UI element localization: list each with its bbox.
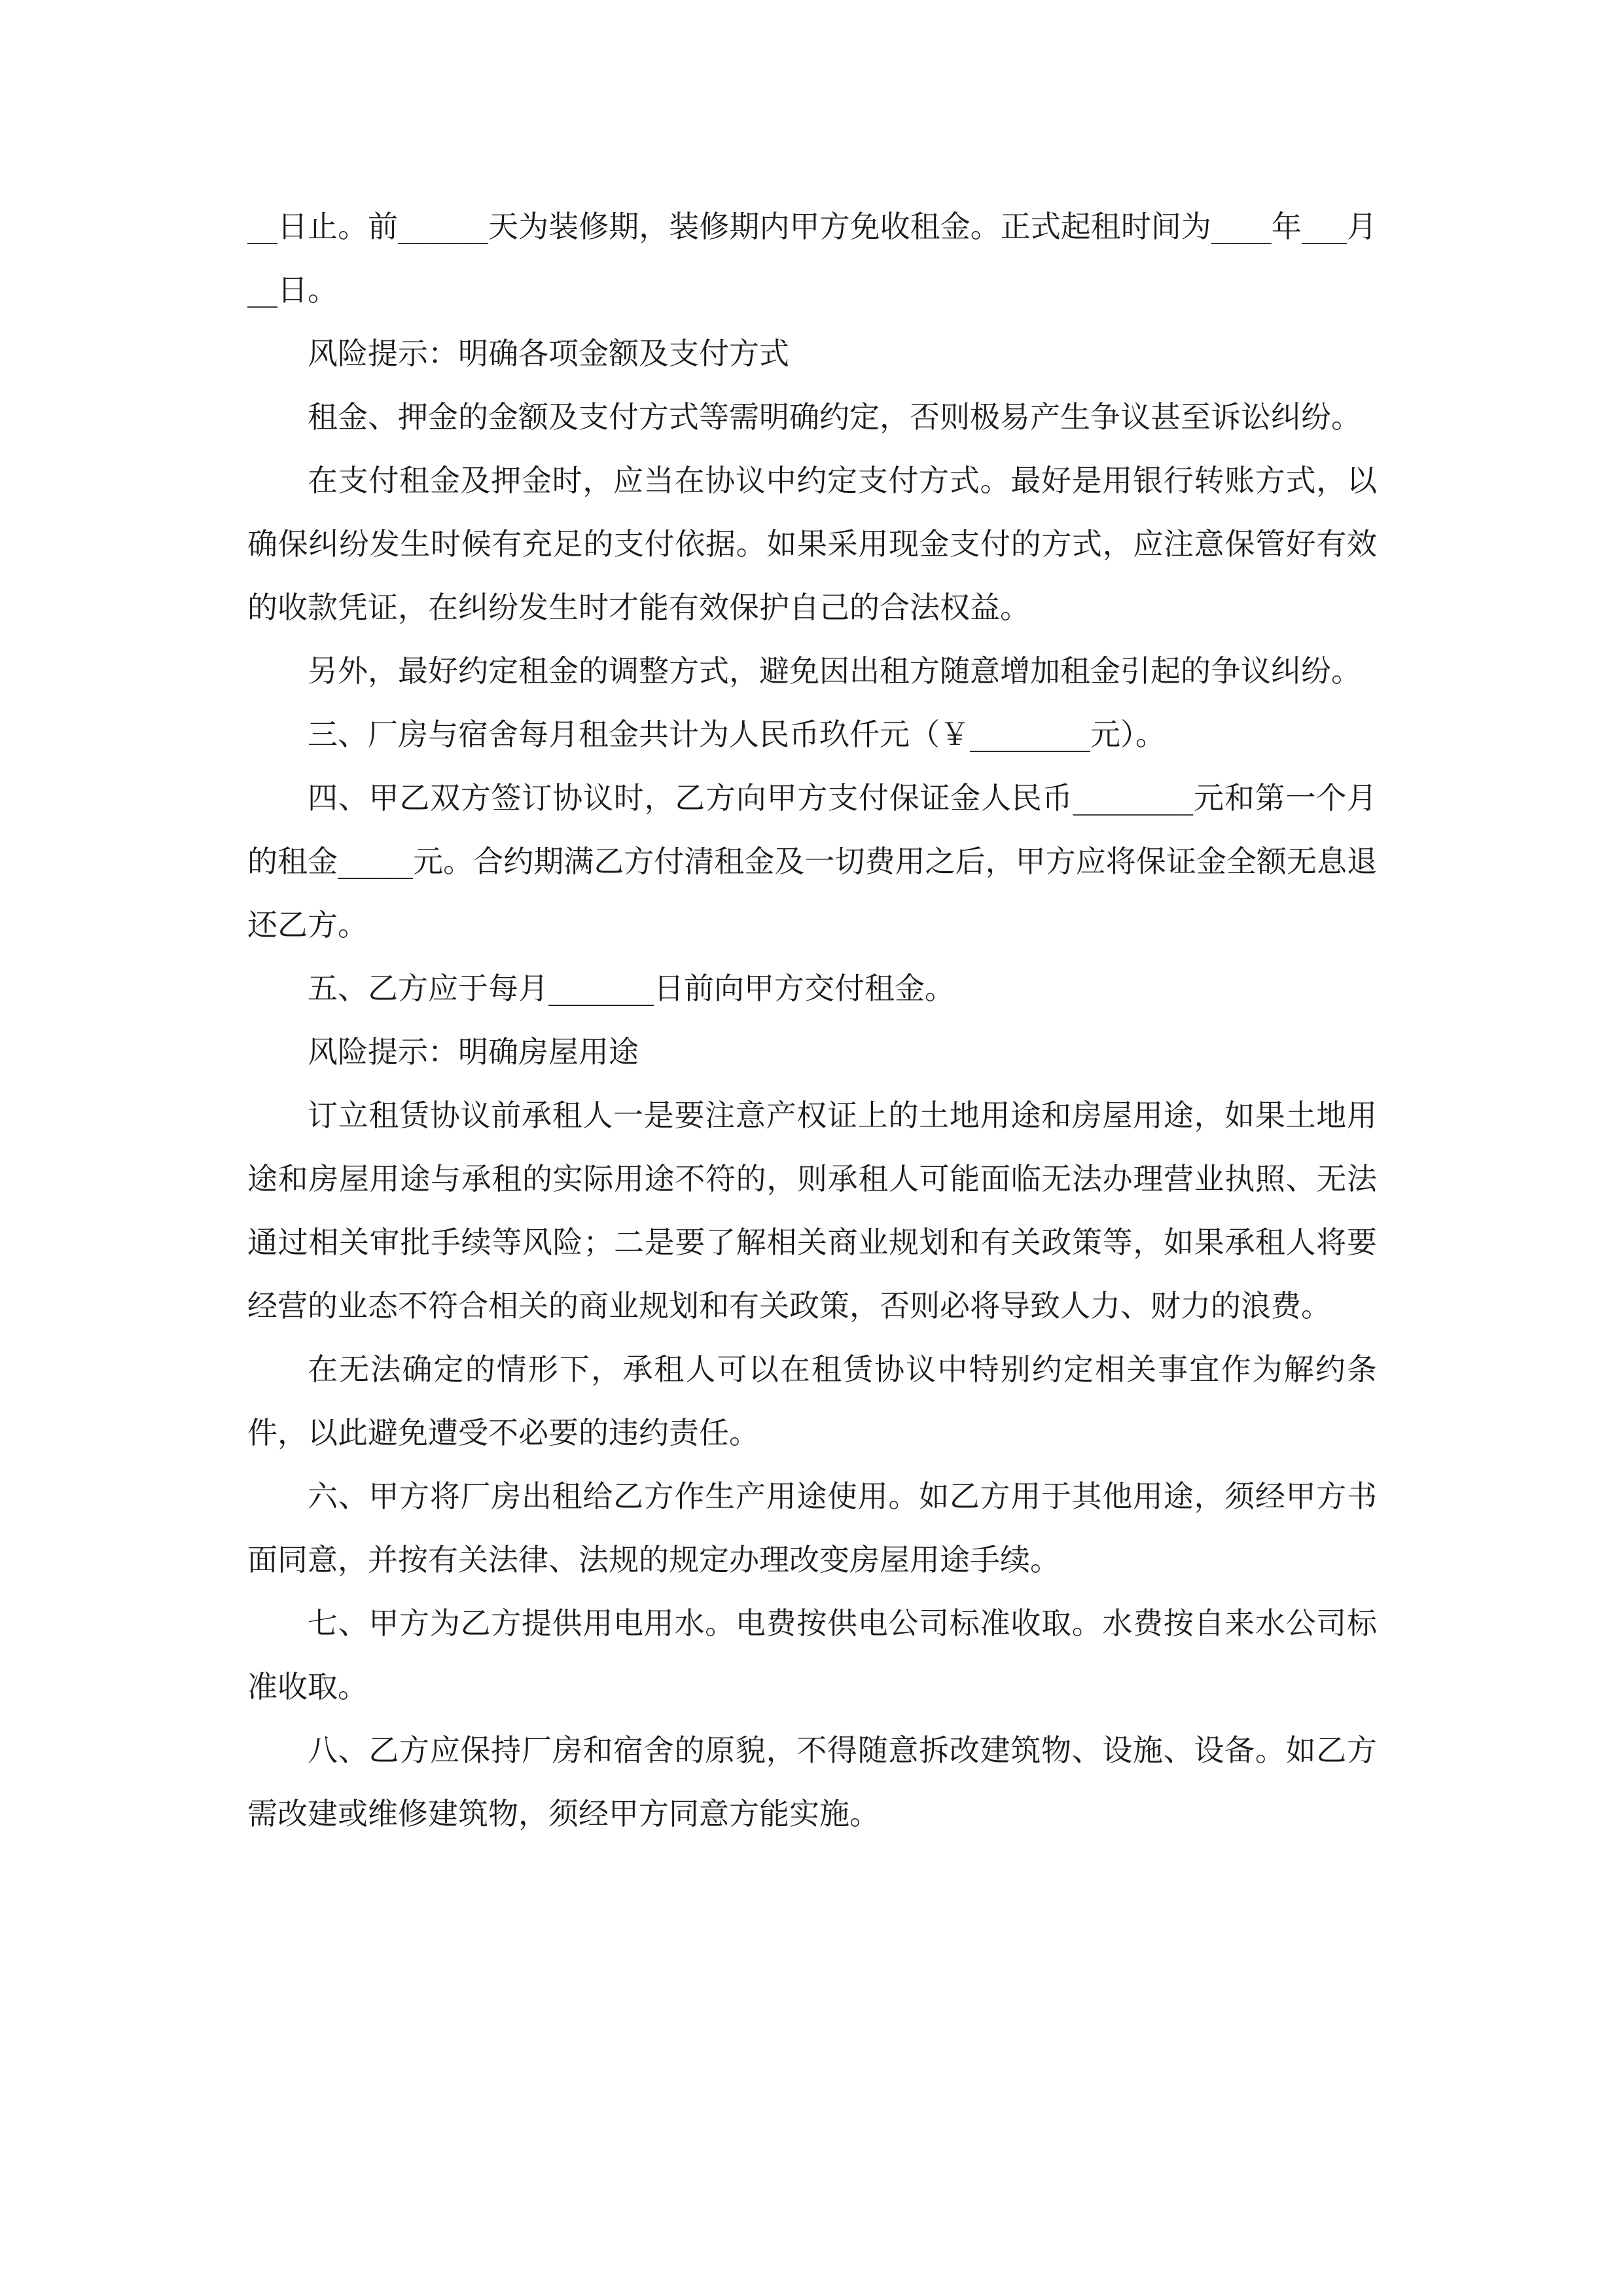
paragraph-4: 在支付租金及押金时，应当在协议中约定支付方式。最好是用银行转账方式，以确保纠纷发生时候有充足的支付依据。如果采用现金支付的方式，应注意保管好有效的收款凭证，在纠纷发生时才能有效保护自己的合法权益。 xyxy=(247,463,1377,625)
paragraph-3: 租金、押金的金额及支付方式等需明确约定，否则极易产生争议甚至诉讼纠纷。 xyxy=(308,399,1361,435)
clause-8: 八、乙方应保持厂房和宿舍的原貌，不得随意拆改建筑物、设施、设备。如乙方需改建或维修建筑物，须经甲方同意方能实施。 xyxy=(247,1732,1377,1831)
paragraph-2-risk-heading: 风险提示：明确各项金额及支付方式 xyxy=(308,336,789,371)
clause-4: 四、甲乙双方签订协议时，乙方向甲方支付保证金人民币________元和第一个月的租金_____元。合约期满乙方付清租金及一切费用之后，甲方应将保证金全额无息退还乙方。 xyxy=(247,780,1377,942)
clause-5: 五、乙方应于每月_______日前向甲方交付租金。 xyxy=(308,971,955,1006)
paragraph-11: 在无法确定的情形下，承租人可以在租赁协议中特别约定相关事宜作为解约条件，以此避免遭受不必要的违约责任。 xyxy=(247,1352,1377,1450)
clause-3: 三、厂房与宿舍每月租金共计为人民币玖仟元（￥________元）。 xyxy=(308,717,1166,752)
clause-6: 六、甲方将厂房出租给乙方作生产用途使用。如乙方用于其他用途，须经甲方书面同意，并按有关法律、法规的规定办理改变房屋用途手续。 xyxy=(247,1479,1377,1577)
paragraph-risk-heading-2: 风险提示：明确房屋用途 xyxy=(308,1034,639,1069)
paragraph-5: 另外，最好约定租金的调整方式，避免因出租方随意增加租金引起的争议纠纷。 xyxy=(308,653,1361,689)
clause-7: 七、甲方为乙方提供用电用水。电费按供电公司标准收取。水费按自来水公司标准收取。 xyxy=(247,1605,1377,1704)
document-body xyxy=(247,195,1377,1846)
paragraph-10: 订立租赁协议前承租人一是要注意产权证上的土地用途和房屋用途，如果土地用途和房屋用途与承租的实际用途不符的，则承租人可能面临无法办理营业执照、无法通过相关审批手续等风险；二是要了解相关商业规划和有关政策等，如果承租人将要经营的业态不符合相关的商业规划和有关政策，否则必将导致人力、财力的浪费。 xyxy=(247,1098,1377,1323)
paragraph-1: __日止。前______天为装修期，装修期内甲方免收租金。正式起租时间为____年___月__日。 xyxy=(247,209,1377,308)
